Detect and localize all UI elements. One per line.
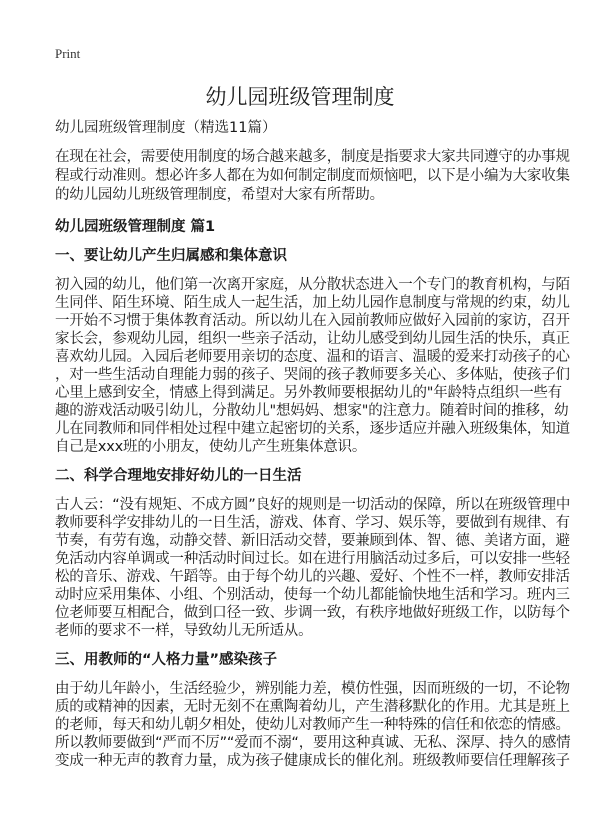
text-line: 位老师要互相配合，做到口径一致、步调一致，有秩序地做好班级工作，以防每个 (55, 605, 570, 621)
intro-paragraph (55, 148, 575, 205)
text-line: 自己是xxx班的小朋友，使幼儿产生班集体意识。 (55, 439, 367, 455)
text-line: 趣的游戏活动吸引幼儿，分散幼儿"想妈妈、想家"的注意力。随着时间的推移，幼 (55, 403, 569, 419)
text-line: 所以教师要做到“严而不厉”“爱而不溺“，要用这种真诚、无私、深厚、持久的感情 (55, 735, 571, 751)
document-page (55, 46, 575, 770)
text-line: 生同伴、陌生环境、陌生成人一起生活，加上幼儿园作息制度与常规的约束，幼儿 (55, 295, 570, 311)
text-line: ，对一些生活动自理能力弱的孩子、哭闹的孩子教师要多关心、多体贴，使孩子们 (55, 367, 570, 383)
section-paragraph (55, 276, 575, 456)
text-line: 免活动内容单调或一种活动时间过长。如在进行用脑活动过多后，可以安排一些轻 (55, 551, 570, 567)
text-line: 在现在社会，需要使用制度的场合越来越多，制度是指要求大家共同遵守的办事规 (55, 149, 570, 165)
section-heading: 一、要让幼儿产生归属感和集体意识 (55, 248, 287, 264)
text-line: 由于幼儿年龄小，生活经验少，辨别能力差，模仿性强，因而班级的一切，不论物 (55, 681, 570, 697)
print-link[interactable]: Print (55, 46, 81, 61)
text-line: 老师的要求不一样，导致幼儿无所适从。 (55, 623, 313, 639)
text-line: 程或行动准则。想必许多人都在为如何制定制度而烦恼吧，以下是小编为大家收集 (55, 168, 570, 184)
text-line: 松的音乐、游戏、午蹈等。由于每个幼儿的兴趣、爱好、个性不一样，教师安排活 (55, 569, 570, 585)
section-heading: 二、科学合理地安排好幼儿的一日生活 (55, 468, 302, 484)
section-paragraph (55, 680, 575, 770)
text-line: 变成一种无声的教育力量，成为孩子健康成长的催化剂。班级教师要信任理解孩子 (55, 753, 570, 769)
text-line: 古人云：“没有规矩、不成方圆”良好的规则是一切活动的保障，所以在班级管理中 (55, 497, 571, 513)
page-title: 幼儿园班级管理制度 (205, 85, 395, 109)
text-line: 儿在同教师和同伴相处过程中建立起密切的关系，逐步适应并融入班级集体，知道 (55, 421, 570, 437)
text-line: 的老师，每天和幼儿朝夕相处，使幼儿对教师产生一种特殊的信任和依恋的情感。 (55, 717, 570, 733)
text-line: 一开始不习惯于集体教育活动。所以幼儿在入园前教师应做好入园前的家访，召开 (55, 313, 570, 329)
text-line: 家长会，参观幼儿园，组织一些亲子活动，让幼儿感受到幼儿园生活的快乐，真正 (55, 331, 570, 347)
section-heading: 三、用教师的“人格力量”感染孩子 (55, 652, 278, 668)
text-line: 心里上感到安全，情感上得到满足。另外教师要根据幼儿的"年龄特点组织一些有 (55, 385, 562, 401)
article-heading: 幼儿园班级管理制度 篇1 (55, 219, 216, 235)
text-line: 动时应采用集体、小组、个别活动，使每一个幼儿都能愉快地生活和学习。班内三 (55, 587, 570, 603)
text-line: 喜欢幼儿园。入园后老师要用亲切的态度、温和的语言、温暖的爱来打动孩子的心 (55, 349, 570, 365)
section-paragraph (55, 496, 575, 640)
text-line: 初入园的幼儿，他们第一次离开家庭，从分散状态进入一个专门的教育机构，与陌 (55, 277, 570, 293)
text-line: 质的或精神的因素，无时无刻不在熏陶着幼儿，产生潜移默化的作用。尤其是班上 (55, 699, 570, 715)
document-subtitle: 幼儿园班级管理制度（精选11篇） (55, 120, 277, 136)
text-line: 教师要科学安排幼儿的一日生活，游戏、体育、学习、娱乐等，要做到有规律、有 (55, 515, 570, 531)
text-line: 的幼儿园幼儿班级管理制度，希望对大家有所帮助。 (55, 187, 384, 203)
text-line: 节奏，有劳有逸，动静交替、新旧活动交替，要兼顾到体、智、德、美诸方面，避 (55, 533, 570, 549)
